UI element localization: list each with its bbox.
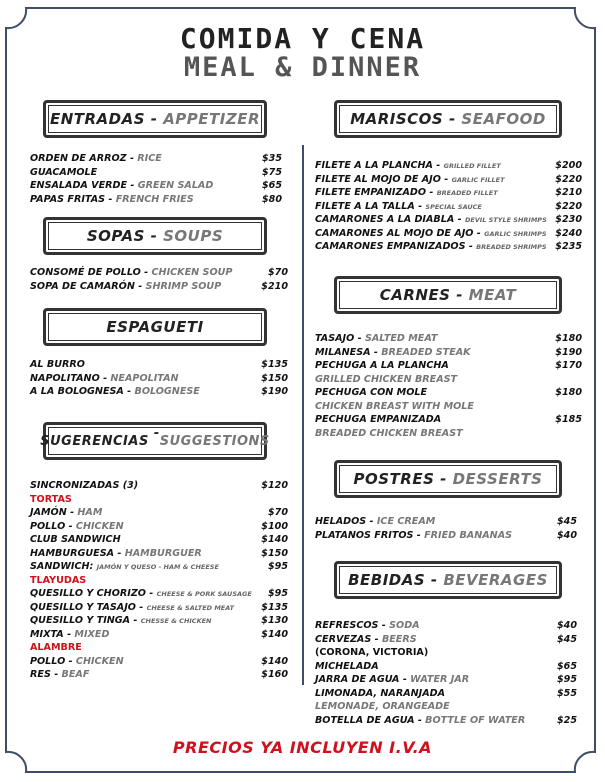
item-separator: - — [127, 180, 138, 191]
item-price: $75 — [261, 166, 282, 178]
item-separator: - — [123, 386, 135, 397]
item-english-name: BOTTLE OF WATER — [425, 714, 526, 726]
item-price: $95 — [267, 588, 288, 599]
item-english-name: FRENCH FRIES — [115, 193, 194, 205]
menu-item-row — [315, 173, 582, 187]
item-english-name: BREADED STEAK — [381, 346, 471, 358]
item-price: $70 — [267, 507, 288, 518]
menu-title-spanish: COMIDA Y CENA — [179, 22, 426, 55]
item-separator: - — [371, 633, 382, 645]
item-price: $135 — [261, 601, 288, 613]
item-separator: - — [134, 280, 146, 292]
item-name: LIMONADA, NARANJADA — [315, 687, 446, 699]
menu-item-row — [30, 587, 288, 601]
item-name: CERVEZAS — [315, 633, 372, 645]
item-price: $25 — [556, 714, 577, 726]
item-name: MIXTA — [30, 628, 64, 640]
menu-item-row — [315, 400, 582, 414]
item-name: CAMARONES A LA DIABLA — [315, 214, 455, 225]
item-separator: - — [370, 346, 382, 358]
items-sopas — [30, 266, 288, 293]
item-price: $35 — [261, 153, 282, 164]
item-name: FILETE A LA PLANCHA — [315, 160, 433, 171]
item-english-name: CHICKEN — [75, 655, 124, 667]
item-price: $65 — [261, 180, 282, 191]
item-separator: - — [65, 655, 76, 667]
item-name: POLLO — [30, 520, 66, 532]
menu-item-row — [315, 687, 577, 701]
item-price: $150 — [261, 372, 288, 384]
item-price: $240 — [555, 227, 582, 239]
item-name: PECHUGA CON MOLE — [315, 387, 428, 398]
item-english-small: CHESSE & CHICKEN — [140, 617, 212, 625]
item-name: HELADOS — [315, 516, 367, 527]
item-name: CONSOMÉ DE POLLO — [30, 267, 141, 278]
item-separator: - — [366, 516, 377, 527]
item-price: $95 — [556, 674, 577, 685]
item-price: $140 — [261, 628, 288, 640]
menu-item-row — [30, 385, 288, 399]
item-price: $130 — [261, 615, 288, 626]
menu-item-row — [315, 646, 577, 660]
item-price: $45 — [556, 516, 577, 527]
menu-item-row — [30, 520, 288, 534]
item-english-small: CHEESE & PORK SAUSAGE — [156, 590, 252, 598]
item-name: SOPA DE CAMARÓN — [30, 280, 135, 292]
menu-title-english: MEAL & DINNER — [183, 52, 422, 83]
menu-item-row — [30, 614, 288, 628]
item-english-name: ICE CREAM — [376, 516, 436, 527]
item-name: NAPOLITANO — [30, 372, 100, 384]
item-english-small: CHEESE & SALTED MEAT — [146, 603, 235, 612]
item-name: PAPAS FRITAS — [30, 193, 106, 205]
items-bebidas — [315, 619, 577, 727]
item-name: MILANESA — [315, 346, 371, 358]
menu-item-row — [315, 332, 582, 346]
item-separator: - — [440, 173, 452, 185]
item-small-detail: JAMÓN Y QUESO — [96, 563, 157, 571]
item-name: QUESILLO Y TINGA — [30, 615, 131, 626]
item-separator: - — [63, 628, 75, 640]
item-separator: - — [465, 241, 477, 252]
item-price: $170 — [555, 360, 582, 371]
item-name: REFRESCOS — [315, 620, 379, 631]
item-separator: - — [105, 193, 116, 205]
section-header-postres: POSTRES - DESSERTS — [334, 460, 562, 498]
item-separator: - — [140, 267, 152, 278]
menu-item-row — [315, 714, 577, 728]
section-header-espagueti: ESPAGUETI — [43, 308, 267, 346]
item-english-small: GARLIC FILLET — [451, 175, 505, 184]
item-english-small: GRILLED FILLET — [443, 162, 501, 170]
item-separator: - — [473, 227, 485, 239]
menu-item-row — [30, 479, 288, 493]
section-header-sopas: SOPAS - SOUPS — [43, 217, 267, 255]
menu-item-row — [315, 673, 577, 687]
menu-item-row — [30, 358, 288, 372]
item-english-name: WATER JAR — [410, 674, 470, 685]
menu-item-row — [30, 560, 288, 574]
menu-item-row — [315, 373, 582, 387]
item-name: A LA BOLOGNESA — [30, 386, 124, 397]
item-name: ORDEN DE ARROZ — [30, 153, 127, 164]
item-separator: - — [413, 529, 425, 541]
menu-item-row — [315, 515, 577, 529]
menu-item-row — [315, 186, 582, 200]
item-price: $190 — [555, 346, 582, 358]
item-english-name: FRIED BANANAS — [424, 529, 513, 541]
menu-item-row — [315, 427, 582, 441]
item-separator: - — [66, 507, 78, 518]
item-separator: - — [426, 187, 437, 198]
item-separator: - — [454, 214, 465, 225]
item-separator: - — [126, 153, 138, 164]
item-english-name: MIXED — [74, 628, 110, 640]
item-price: $230 — [555, 214, 582, 225]
menu-item-row — [315, 633, 577, 647]
menu-item-row — [30, 266, 288, 280]
item-english-name: HAMBURGUER — [124, 547, 202, 559]
menu-item-row — [30, 547, 288, 561]
items-sugerencias — [30, 479, 288, 682]
item-price: $210 — [261, 280, 288, 292]
item-english-name: CHICKEN — [75, 520, 124, 532]
item-english-name: HAM — [77, 507, 103, 518]
item-name: PLATANOS FRITOS — [315, 529, 414, 541]
item-english-name: CHICKEN SOUP — [151, 267, 233, 278]
section-header-mariscos: MARISCOS - SEAFOOD — [334, 100, 562, 138]
item-price: $180 — [555, 387, 582, 398]
menu-item-row — [30, 655, 288, 669]
item-name: JAMÓN — [30, 507, 67, 518]
item-separator: - — [135, 601, 147, 613]
item-name: FILETE A LA TALLA — [315, 200, 415, 212]
items-espagueti — [30, 358, 288, 399]
section-header-bebidas: BEBIDAS - BEVERAGES — [334, 561, 562, 599]
item-price: $100 — [261, 520, 288, 532]
item-separator: - — [378, 620, 390, 631]
item-separator: - — [432, 160, 444, 171]
menu-item-row — [315, 213, 582, 227]
menu-item-row — [315, 159, 582, 173]
item-english-name: BEERS — [381, 633, 417, 645]
item-english-small: DEVIL STYLE SHRIMPS — [464, 216, 547, 224]
items-carnes — [315, 332, 582, 440]
item-english-description: BREADED CHICKEN BREAST — [315, 427, 463, 439]
item-price: $160 — [261, 669, 288, 680]
item-name: GUACAMOLE — [30, 166, 98, 178]
item-english-name: NEAPOLITAN — [110, 372, 179, 384]
item-price: $95 — [267, 561, 288, 572]
items-postres — [315, 515, 577, 542]
item-english-name: RICE — [137, 153, 162, 164]
item-english-small: GARLIC SHRIMPS — [484, 229, 547, 238]
item-english-name: GREEN SALAD — [137, 180, 214, 191]
item-name: RES — [30, 669, 51, 680]
item-separator: - — [99, 372, 111, 384]
item-name: CLUB SANDWICH — [30, 534, 121, 545]
items-entradas — [30, 152, 282, 206]
item-name: PECHUGA A LA PLANCHA — [315, 360, 449, 371]
item-price: $40 — [556, 529, 577, 541]
item-english-small: BREADED SHRIMPS — [476, 243, 547, 251]
tax-notice: PRECIOS YA INCLUYEN I.V.A — [172, 738, 433, 757]
item-price: $80 — [261, 193, 282, 205]
item-name: SANDWICH: — [30, 561, 94, 572]
item-english-small: SPECIAL SAUCE — [425, 202, 482, 211]
menu-item-row — [30, 533, 288, 547]
item-separator: - — [414, 200, 426, 212]
menu-item-row — [30, 668, 288, 682]
menu-item-row — [30, 628, 288, 642]
menu-item-row — [315, 619, 577, 633]
item-separator: - — [399, 674, 411, 685]
subcategory-label: TLAYUDAS — [30, 574, 87, 586]
item-price: $140 — [261, 534, 288, 545]
item-price: $55 — [556, 687, 577, 699]
item-english-name: SALTED MEAT — [364, 333, 438, 344]
menu-item-row — [30, 372, 288, 386]
item-name: POLLO — [30, 655, 66, 667]
section-header-sugerencias: SUGERENCIAS - SUGGESTIONS — [43, 422, 267, 460]
item-note: (CORONA, VICTORIA) — [315, 647, 429, 658]
subcategory-label: ALAMBRE — [30, 642, 82, 653]
column-divider — [302, 145, 304, 685]
item-name: FILETE EMPANIZADO — [315, 187, 427, 198]
menu-item-row — [315, 359, 582, 373]
item-separator: - — [156, 563, 164, 571]
item-price: $40 — [556, 620, 577, 631]
menu-item-row — [30, 574, 288, 588]
item-price: $220 — [555, 173, 582, 185]
item-price: $135 — [261, 359, 288, 370]
item-english-small: BREADED FILLET — [436, 189, 498, 197]
menu-item-row — [315, 529, 577, 543]
item-name: QUESILLO Y CHORIZO — [30, 588, 146, 599]
menu-item-row — [315, 660, 577, 674]
item-name: FILETE AL MOJO DE AJO — [315, 173, 441, 185]
menu-item-row — [315, 227, 582, 241]
menu-item-row — [30, 641, 288, 655]
item-price: $210 — [555, 187, 582, 198]
item-english-description: LEMONADE, ORANGEADE — [315, 701, 450, 712]
menu-item-row — [30, 166, 282, 180]
menu-item-row — [315, 346, 582, 360]
item-name: AL BURRO — [30, 359, 85, 370]
section-header-carnes: CARNES - MEAT — [334, 276, 562, 314]
item-name: ENSALADA VERDE — [30, 180, 128, 191]
item-name: JARRA DE AGUA — [315, 674, 400, 685]
item-english-name: SODA — [389, 620, 420, 631]
menu-item-row — [30, 152, 282, 166]
menu-item-row — [30, 193, 282, 207]
item-english-description: GRILLED CHICKEN BREAST — [315, 373, 458, 385]
item-price: $190 — [261, 386, 288, 397]
item-price: $140 — [261, 655, 288, 667]
item-name: PECHUGA EMPANIZADA — [315, 414, 442, 425]
item-name: CAMARONES EMPANIZADOS — [315, 241, 466, 252]
item-separator: - — [145, 588, 157, 599]
item-separator: - — [50, 669, 62, 680]
menu-item-row — [30, 601, 288, 615]
menu-item-row — [315, 200, 582, 214]
menu-item-row — [315, 413, 582, 427]
menu-item-row — [30, 493, 288, 507]
item-english-description: CHICKEN BREAST WITH MOLE — [315, 400, 474, 412]
item-name: TASAJO — [315, 333, 355, 344]
item-price: $120 — [261, 480, 288, 491]
item-english-name: BEAF — [61, 669, 90, 680]
menu-item-row — [30, 280, 288, 294]
item-price: $150 — [261, 547, 288, 559]
item-name: QUESILLO Y TASAJO — [30, 601, 136, 613]
item-separator: - — [114, 547, 125, 559]
item-separator: - — [354, 333, 365, 344]
item-separator: - — [65, 520, 76, 532]
item-price: $235 — [555, 241, 582, 252]
item-price: $180 — [555, 333, 582, 344]
item-price: $220 — [555, 200, 582, 212]
section-header-entradas: ENTRADAS - APPETIZER — [43, 100, 267, 138]
item-price: $200 — [555, 160, 582, 171]
item-name: HAMBURGUESA — [30, 547, 115, 559]
menu-item-row — [315, 700, 577, 714]
items-mariscos — [315, 159, 582, 254]
item-separator: - — [414, 714, 426, 726]
item-english-name: SHRIMP SOUP — [145, 280, 222, 292]
item-price: $185 — [555, 414, 582, 425]
item-name: BOTELLA DE AGUA — [315, 714, 415, 726]
item-separator: - — [130, 615, 141, 626]
menu-item-row — [315, 240, 582, 254]
menu-item-row — [315, 386, 582, 400]
item-name: CAMARONES AL MOJO DE AJO — [315, 227, 474, 239]
item-english-name: BOLOGNESE — [134, 386, 200, 397]
item-name: MICHELADA — [315, 660, 379, 672]
subcategory-label: TORTAS — [30, 493, 72, 505]
menu-item-row — [30, 179, 282, 193]
item-price: $45 — [556, 633, 577, 645]
menu-item-row — [30, 506, 288, 520]
item-english-small: HAM & CHEESE — [163, 563, 219, 571]
item-name: SINCRONIZADAS (3) — [30, 480, 139, 491]
item-price: $70 — [267, 267, 288, 278]
item-price: $65 — [556, 660, 577, 672]
